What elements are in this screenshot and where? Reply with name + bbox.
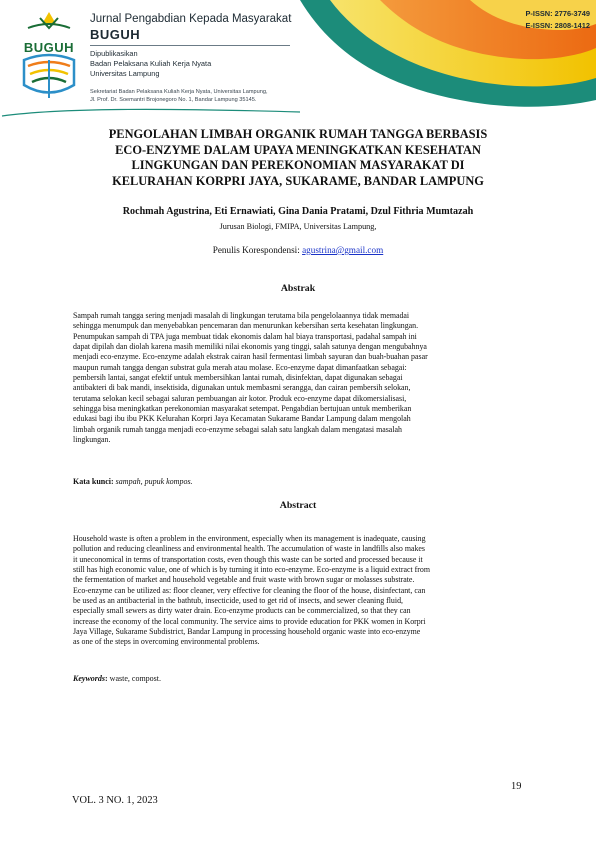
title-line: ECO-ENZYME DALAM UPAYA MENINGKATKAN KESEHATAN — [115, 142, 481, 157]
title-line: LINGKUNGAN DAN PEREKONOMIAN MASYARAKAT DI — [131, 158, 465, 173]
correspondence — [20, 245, 576, 255]
correspondence-email-link[interactable]: agustrina@gmail.com — [302, 245, 384, 255]
buguh-emblem-icon — [14, 10, 84, 105]
secretariat-line: Sekretariat Badan Pelaksana Kuliah Kerja Nyata, Universitas Lampung, — [90, 89, 268, 95]
keywords-value: waste, compost. — [109, 674, 161, 683]
abstrak-line: edukasi bagi ibu ibu PKK Kelurahan Korpri Jaya Kecamatan Sukarame Bandar Lampung dalam mengolah — [73, 414, 411, 424]
journal-header — [0, 0, 596, 118]
header-divider — [90, 45, 290, 46]
logo-wordmark: BUGUH — [23, 40, 75, 55]
keywords-colon: : — [105, 674, 108, 683]
abstract-line: the fermentation of market and household vegetable and fruit waste with brown sugar or molasses substrate. — [73, 575, 415, 585]
abstrak-line: maupun rumah tangga dengan substrat gula merah atau molase. Eco-enzyme dapat dimanfaatkan sebagai: — [73, 362, 407, 372]
keywords-label: Kata kunci: — [73, 477, 114, 486]
affiliation: Jurusan Biologi, FMIPA, Universitas Lampung, — [219, 222, 377, 231]
abstract-line: be used as an antibacterial in the bathtub, insecticide, used to get rid of insects, and sewer cleaning fluid, — [73, 596, 403, 606]
journal-name: BUGUH — [90, 27, 141, 42]
abstract-line: Household waste is often a problem in the environment, especially when its management is inadequate, causing — [73, 534, 426, 543]
abstrak-line: antibakteri di bak mandi, insektisida, digunakan untuk membasmi serangga, dan cairan pembersih selokan, — [73, 383, 411, 393]
abstrak-line: limbah organik rumah tangga menjadi eco-enzyme sebagai salah satu langkah dalam mengatasi masalah — [73, 424, 402, 434]
abstrak-line: dapat dipilah dan diolah karena masih memiliki nilai ekonomis yang tinggi, salah satunya dengan mengubahnya — [73, 342, 427, 352]
p-issn: P-ISSN: 2776-3749 — [525, 9, 590, 18]
abstrak-line: pembersih lantai, sangat efektif untuk membersihkan lantai rumah, disinfektan, dapat digunakan sebagai — [73, 373, 403, 383]
author-list: Rochmah Agustrina, Eti Ernawiati, Gina Dania Pratami, Dzul Fithria Mumtazah — [122, 206, 474, 217]
abstract-line: still has high economic value, one of which is by turning it into eco-enzyme. Eco-enzyme is a liquid extract from — [73, 565, 430, 575]
title-line: PENGOLAHAN LIMBAH ORGANIK RUMAH TANGGA BERBASIS — [108, 127, 488, 141]
abstract-line: it uneconomical in terms of transportation costs, even though this waste can be sorted and processed because it — [73, 554, 423, 564]
publisher-line: Badan Pelaksana Kuliah Kerja Nyata — [90, 59, 212, 68]
kata-kunci — [73, 477, 518, 486]
secretariat-line: Jl. Prof. Dr. Soemantri Brojonegoro No. 1, Bandar Lampung 35145. — [90, 97, 257, 103]
abstract-heading: Abstract — [279, 500, 317, 511]
abstrak-line: sehingga bisa meningkatkan perekonomian masyarakat setempat. Pengabdian bertujuan untuk memberikan — [73, 404, 412, 414]
abstract-body — [73, 534, 518, 648]
journal-title: Jurnal Pengabdian Kepada Masyarakat — [90, 13, 292, 25]
abstract-line: as one of the steps in overcoming environmental problems. — [73, 637, 260, 647]
abstrak-line: Penumpukan sampah di TPA juga membuat tidak ekonomis dalam hal biaya transportasi, padahal sampah ini — [73, 331, 417, 341]
page-number: 19 — [511, 781, 522, 792]
correspondence-label: Penulis Korespondensi: — [212, 245, 300, 255]
buguh-logo — [14, 10, 84, 105]
article-title — [60, 127, 536, 189]
keywords-value: sampah, pupuk kompos. — [115, 477, 193, 486]
keywords-label: Keywords — [73, 674, 105, 683]
publisher-line: Dipublikasikan — [90, 49, 138, 58]
publisher-line: Universitas Lampung — [90, 69, 160, 78]
volume-info: VOL. 3 NO. 1, 2023 — [72, 795, 158, 806]
e-issn: E-ISSN: 2808-1412 — [525, 21, 590, 30]
abstract-line: Eco-enzyme can be utilized as: floor cleaner, very effective for cleaning the floor of the house, disinfectant, can — [73, 585, 426, 595]
abstrak-heading: Abstrak — [280, 283, 316, 294]
abstrak-line: Sampah rumah tangga sering menjadi masalah di lingkungan terutama bila pengelolaannya tidak memadai — [73, 311, 410, 320]
keywords — [73, 674, 518, 683]
abstrak-line: sehingga menumpuk dan menyebabkan pencemaran dan menurunkan kebersihan serta kesehatan lingkungan. — [73, 321, 419, 331]
abstract-line: especially small sewers as dirty water drain. Eco-enzyme products can be commercialized, so that they can — [73, 606, 411, 616]
abstrak-body — [73, 311, 518, 445]
abstrak-line: terutama selokan kecil sebagai saluran pembuangan air kotor. Produk eco-enzyme dapat dikomersialisasi, — [73, 393, 407, 403]
abstract-line: pollution and reducing cleanliness and environmental health. The accumulation of waste in landfills also makes — [73, 544, 425, 554]
title-line: KELURAHAN KORPRI JAYA, SUKARAME, BANDAR LAMPUNG — [112, 173, 484, 188]
abstrak-line: lingkungan. — [73, 435, 111, 445]
abstrak-line: menjadi eco-enzyme. Eco-enzyme adalah ekstrak cairan hasil fermentasi limbah sayuran dan buah-buahan pasar — [73, 352, 428, 362]
abstract-line: increase the economy of the local community. The service aims to provide education for PKK women in Korpri — [73, 616, 426, 626]
abstract-line: Jaya Village, Sukarame Subdistrict, Bandar Lampung in processing household organic waste into eco-enzyme — [73, 627, 421, 637]
